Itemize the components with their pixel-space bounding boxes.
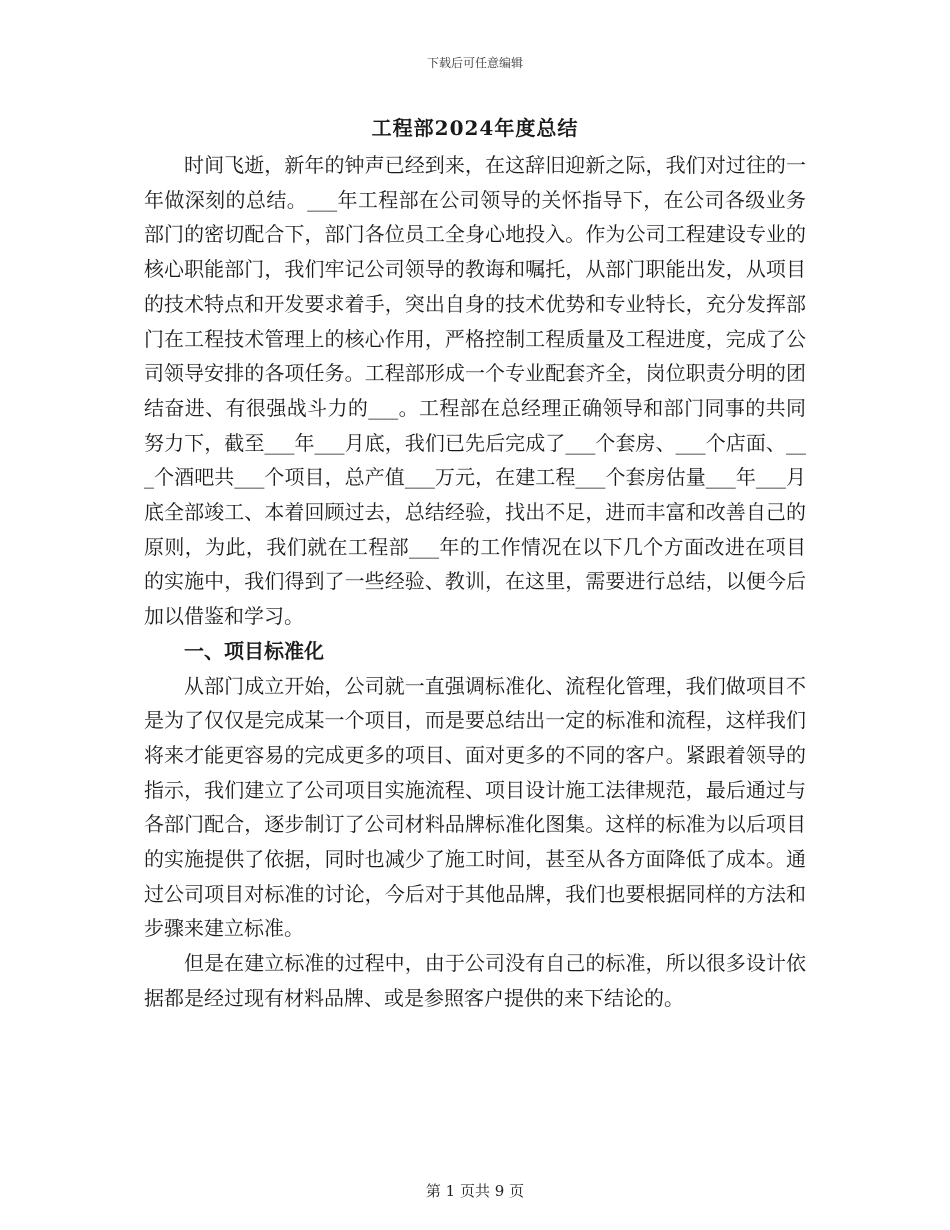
header-note: 下载后可任意编辑 xyxy=(426,56,523,70)
document-body xyxy=(144,148,806,1016)
document-title: 工程部2024年度总结 xyxy=(371,116,579,140)
paragraph-standards-issue: 但是在建立标准的过程中，由于公司没有自己的标准，所以很多设计依据都是经过现有材料品牌、或是参照客户提供的来下结论的。 xyxy=(144,951,806,1010)
page-number: 第 1 页共 9 页 xyxy=(425,1182,525,1200)
section-heading-standardization: 一、项目标准化 xyxy=(184,638,324,663)
paragraph-standardization: 从部门成立开始，公司就一直强调标准化、流程化管理，我们做项目不是为了仅仅是完成某一个项目，而是要总结出一定的标准和流程，这样我们将来才能更容易的完成更多的项目、面对更多的不同的客户。紧跟着领导的指示，我们建立了公司项目实施流程、项目设计施工法律规范，最后通过与各部门配合，逐步制订了公司材料品牌标准化图集。这样的标准为以后项目的实施提供了依据，同时也减少了施工时间，甚至从各方面降低了成本。通过公司项目对标准的讨论，今后对于其他品牌，我们也要根据同样的方法和步骤来建立标准。 xyxy=(144,673,806,941)
paragraph-intro: 时间飞逝，新年的钟声已经到来，在这辞旧迎新之际，我们对过往的一年做深刻的总结。___年工程部在公司领导的关怀指导下，在公司各级业务部门的密切配合下，部门各位员工全身心地投入。作为公司工程建设专业的核心职能部门，我们牢记公司领导的教诲和嘱托，从部门职能出发，从项目的技术特点和开发要求着手，突出自身的技术优势和专业特长，充分发挥部门在工程技术管理上的核心作用，严格控制工程质量及工程进度，完成了公司领导安排的各项任务。工程部形成一个专业配套齐全，岗位职责分明的团结奋进、有很强战斗力的___。工程部在总经理正确领导和部门同事的共同努力下，截至___年___月底，我们已先后完成了___个套房、___个店面、___个酒吧共___个项目，总产值___万元，在建工程___个套房估量___年___月底全部竣工、本着回顾过去，总结经验，找出不足，进而丰富和改善自己的原则，为此，我们就在工程部___年的工作情况在以下几个方面改进在项目的实施中，我们得到了一些经验、教训，在这里，需要进行总结，以便今后加以借鉴和学习。 xyxy=(144,153,806,629)
